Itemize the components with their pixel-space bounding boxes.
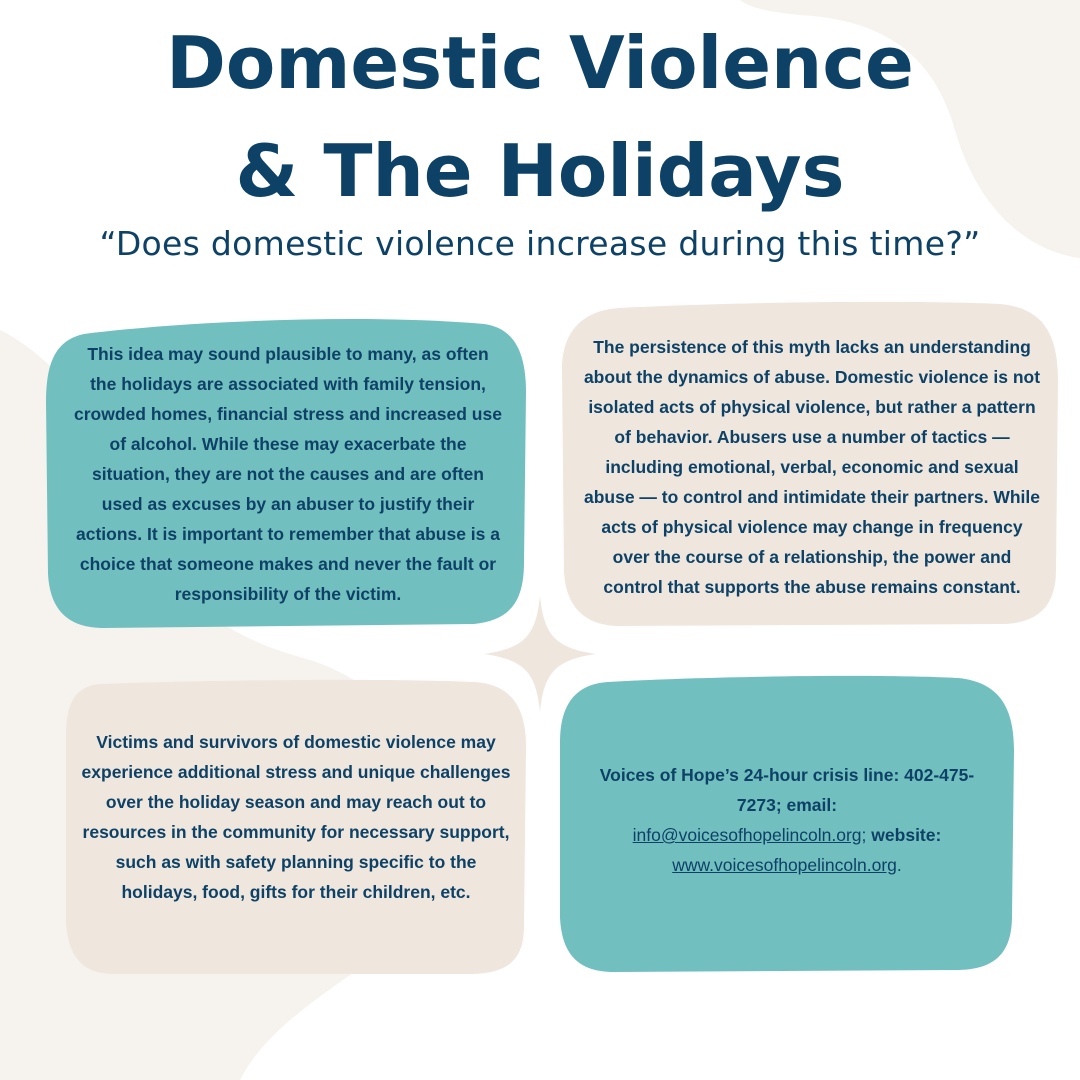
support-card-text: Victims and survivors of domestic violence may experience additional stress and unique challenges over the holiday season and may reach out to resources in the community for necessary support, such as with safety planning specific to the holidays, food, gifts for their children, etc. [81,732,511,902]
website-suffix: . [896,855,902,875]
contact-card [558,672,1016,974]
myth-card [44,312,528,630]
support-card [64,676,528,976]
page-title-line-2: & The Holidays [235,129,845,213]
email-link[interactable]: info@voicesofhopelincoln.org [632,825,862,845]
page-title-line-1: Domestic Violence [166,21,914,105]
email-suffix: ; [861,825,867,845]
myth-card-text: This idea may sound plausible to many, as often the holidays are associated with family tension, crowded homes, financial stress and increased use of alcohol. While these may exacerbate the situation, they are not the causes and are often used as excuses by an abuser to justify their actions. It is important to remember that abuse is a choice that someone makes and never the fault or responsibility of the victim. [74,344,502,604]
contact-card-text [578,702,996,938]
website-link[interactable]: www.voicesofhopelincoln.org [672,855,897,875]
four-point-sparkle-icon [484,596,596,712]
page-subtitle: “Does domestic violence increase during this time?” [99,224,981,263]
dynamics-card-text: The persistence of this myth lacks an understanding about the dynamics of abuse. Domestic violence is not isolated acts of physical violence, but rather a pattern of behavior. Abusers use a number of tactics — including emotional, verbal, economic and sexual abuse — to control and intimidate their partners. While acts of physical violence may change in frequency over the course of a relationship, the power and control that supports the abuse remains constant. [583,337,1041,597]
website-label: website: [871,825,942,845]
dynamics-card [560,300,1060,628]
crisis-line-text: Voices of Hope’s 24-hour crisis line: 402-475-7273; email: [599,765,975,815]
